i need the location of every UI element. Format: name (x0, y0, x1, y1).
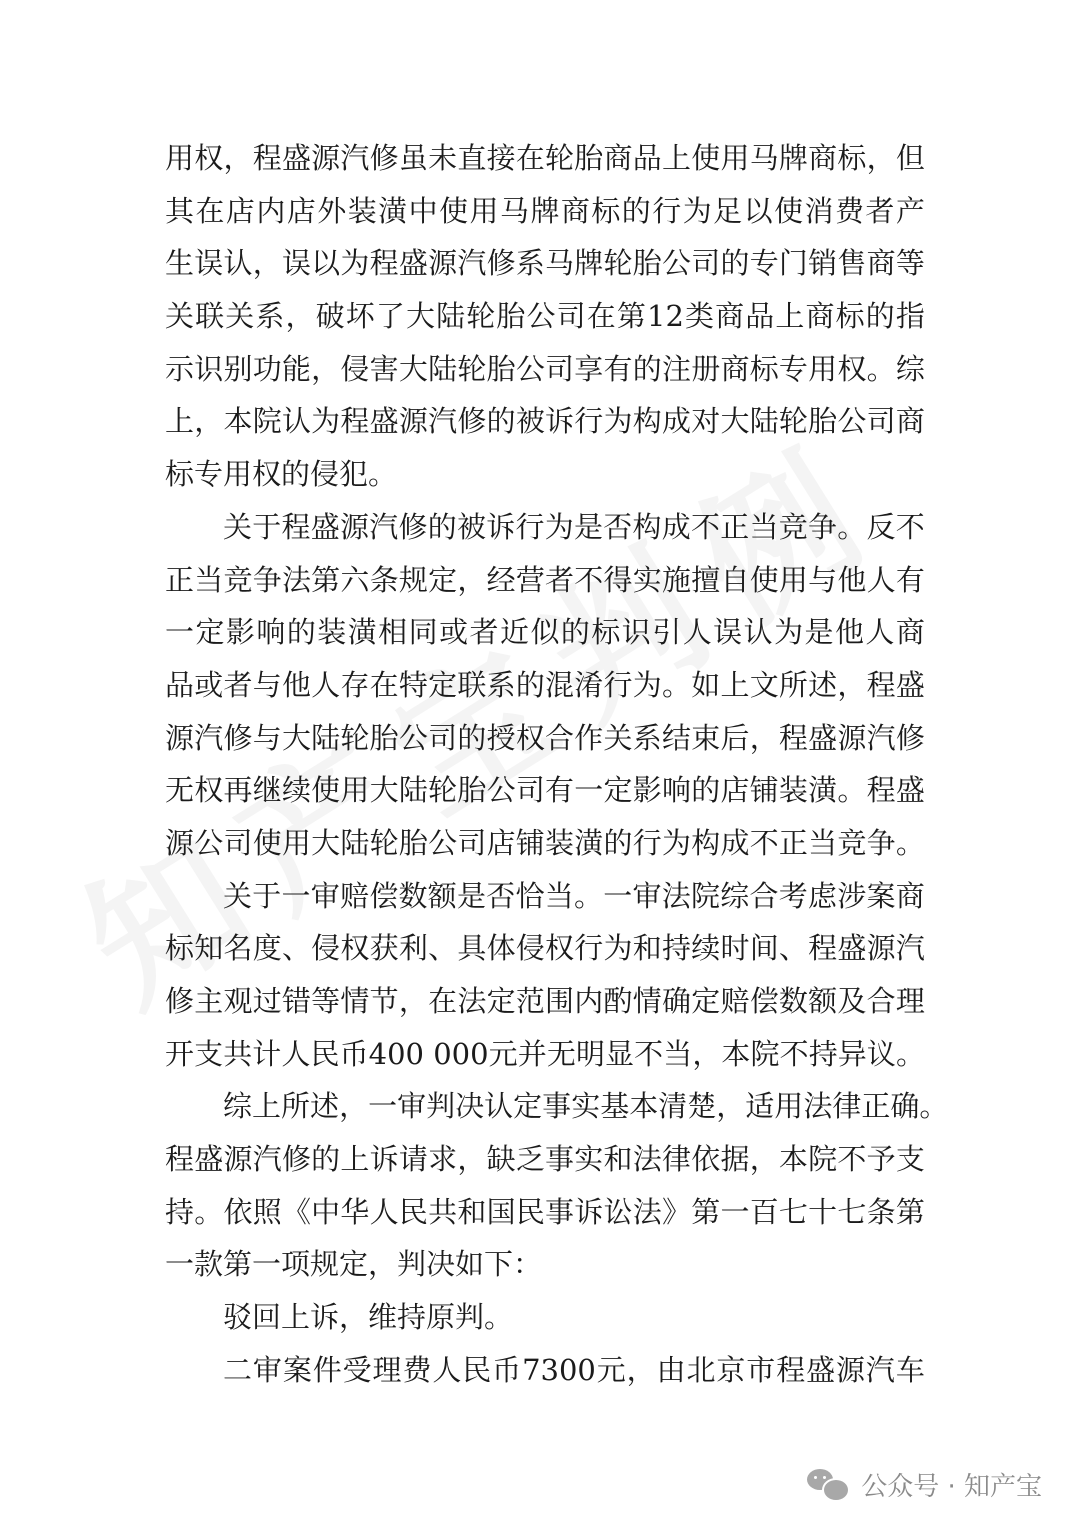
text-line: 无 权 再 继 续 使 用 大 陆 轮 胎 公 司 有 一 定 影 响 的 店 铺 装 潢 。 程 盛 (165, 773, 925, 808)
text-line: 示 识 别 功 能 ， 侵 害 大 陆 轮 胎 公 司 享 有 的 注 册 商 标 专 用 权 。 综 (165, 351, 925, 386)
footer-label: 公众号 · 知产宝 (861, 1471, 1042, 1502)
text-line: 源 汽 修 与 大 陆 轮 胎 公 司 的 授 权 合 作 关 系 结 束 后 ， 程 盛 源 汽 修 (165, 720, 925, 755)
text-line: 关 联 关 系 ， 破 坏 了 大 陆 轮 胎 公 司 在 第 12 类 商 品 上 商 标 的 指 (165, 299, 925, 334)
wechat-icon (807, 1467, 849, 1501)
text-line: 程 盛 源 汽 修 的 上 诉 请 求 ， 缺 乏 事 实 和 法 律 依 据 ， 本 院 不 予 支 (165, 1142, 925, 1177)
text-line: 生 误 认 ， 误 以 为 程 盛 源 汽 修 系 马 牌 轮 胎 公 司 的 专 门 销 售 商 等 (165, 246, 925, 281)
text-line: 关 于 一 审 赔 偿 数 额 是 否 恰 当 。 一 审 法 院 综 合 考 虑 涉 案 商 (223, 878, 925, 913)
text-line: 其 在 店 内 店 外 装 潢 中 使 用 马 牌 商 标 的 行 为 足 以 使 消 费 者 产 (165, 193, 925, 228)
text-line: 关 于 程 盛 源 汽 修 的 被 诉 行 为 是 否 构 成 不 正 当 竞 争 。 反 不 (223, 509, 925, 544)
text-line: 一款第一项规定，判决如下： (165, 1247, 543, 1282)
text-line: 开 支 共 计 人 民 币 400 000 元 并 无 明 显 不 当 ， 本 院 不 持 异 议 。 (165, 1036, 925, 1071)
text-line: 正 当 竞 争 法 第 六 条 规 定 ， 经 营 者 不 得 实 施 擅 自 使 用 与 他 人 有 (165, 562, 925, 597)
text-line: 用 权 ， 程 盛 源 汽 修 虽 未 直 接 在 轮 胎 商 品 上 使 用 马 牌 商 标 ， 但 (165, 141, 925, 175)
text-line: 标 知 名 度 、 侵 权 获 利 、 具 体 侵 权 行 为 和 持 续 时 间 、 程 盛 源 汽 (165, 931, 925, 966)
footer-attribution (807, 1462, 1042, 1506)
text-line: 修 主 观 过 错 等 情 节 ， 在 法 定 范 围 内 酌 情 确 定 赔 偿 数 额 及 合 理 (165, 984, 925, 1018)
judgment-text-body (165, 132, 949, 1397)
text-line: 品 或 者 与 他 人 存 在 特 定 联 系 的 混 淆 行 为 。 如 上 文 所 述 ， 程 盛 (165, 667, 925, 702)
text-line: 上 ， 本 院 认 为 程 盛 源 汽 修 的 被 诉 行 为 构 成 对 大 陆 轮 胎 公 司 商 (165, 404, 925, 439)
text-line: 综 上 所 述 ， 一 审 判 决 认 定 事 实 基 本 清 楚 ， 适 用 法 律 正 确 。 (223, 1089, 949, 1124)
text-line: 源 公 司 使 用 大 陆 轮 胎 公 司 店 铺 装 潢 的 行 为 构 成 不 正 当 竞 争 。 (165, 825, 925, 860)
text-line: 二 审 案 件 受 理 费 人 民 币 7300 元 ， 由 北 京 市 程 盛 源 汽 车 (223, 1352, 925, 1387)
text-line: 持 。 依 照 《 中 华 人 民 共 和 国 民 事 诉 讼 法 》 第 一 百 七 十 七 条 第 (165, 1194, 925, 1229)
text-line: 一 定 影 响 的 装 潢 相 同 或 者 近 似 的 标 识 引 人 误 认 为 是 他 人 商 (165, 615, 925, 650)
text-line: 驳回上诉，维持原判。 (223, 1300, 514, 1335)
text-line: 标专用权的侵犯。 (165, 457, 398, 492)
